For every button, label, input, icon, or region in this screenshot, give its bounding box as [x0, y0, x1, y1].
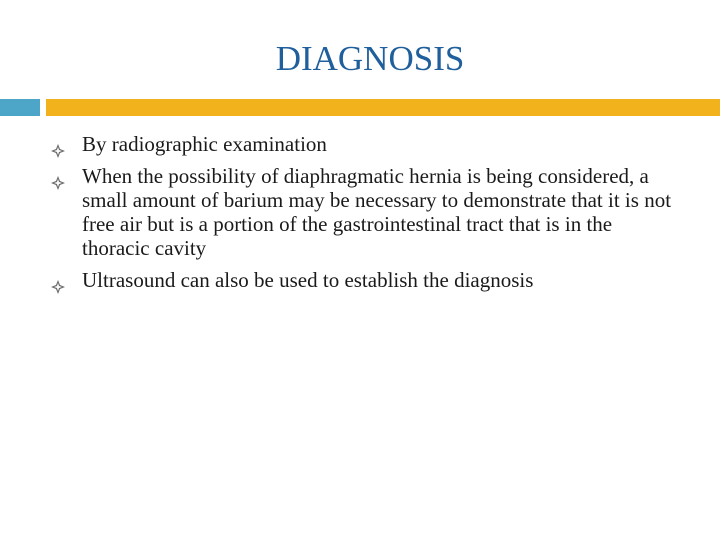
bullet-item [0, 132, 720, 156]
diamond-star-icon [51, 171, 65, 185]
bullet-list [0, 132, 720, 300]
bullet-item [0, 164, 720, 260]
diamond-star-icon [51, 139, 65, 153]
title-underline-left-bar [0, 99, 40, 116]
bullet-text: When the possibility of diaphragmatic hernia is being considered, a small amount of barium may be necessary to demonstrate that it is not free air but is a portion of the gastrointestinal tract that is in the thoracic cavity [82, 164, 672, 260]
diamond-star-icon [51, 275, 65, 289]
bullet-text: Ultrasound can also be used to establish the diagnosis [82, 268, 534, 292]
slide-title: DIAGNOSIS [275, 39, 465, 78]
bullet-text: By radiographic examination [82, 132, 327, 156]
title-underline-right-bar [46, 99, 720, 116]
bullet-item [0, 268, 720, 292]
